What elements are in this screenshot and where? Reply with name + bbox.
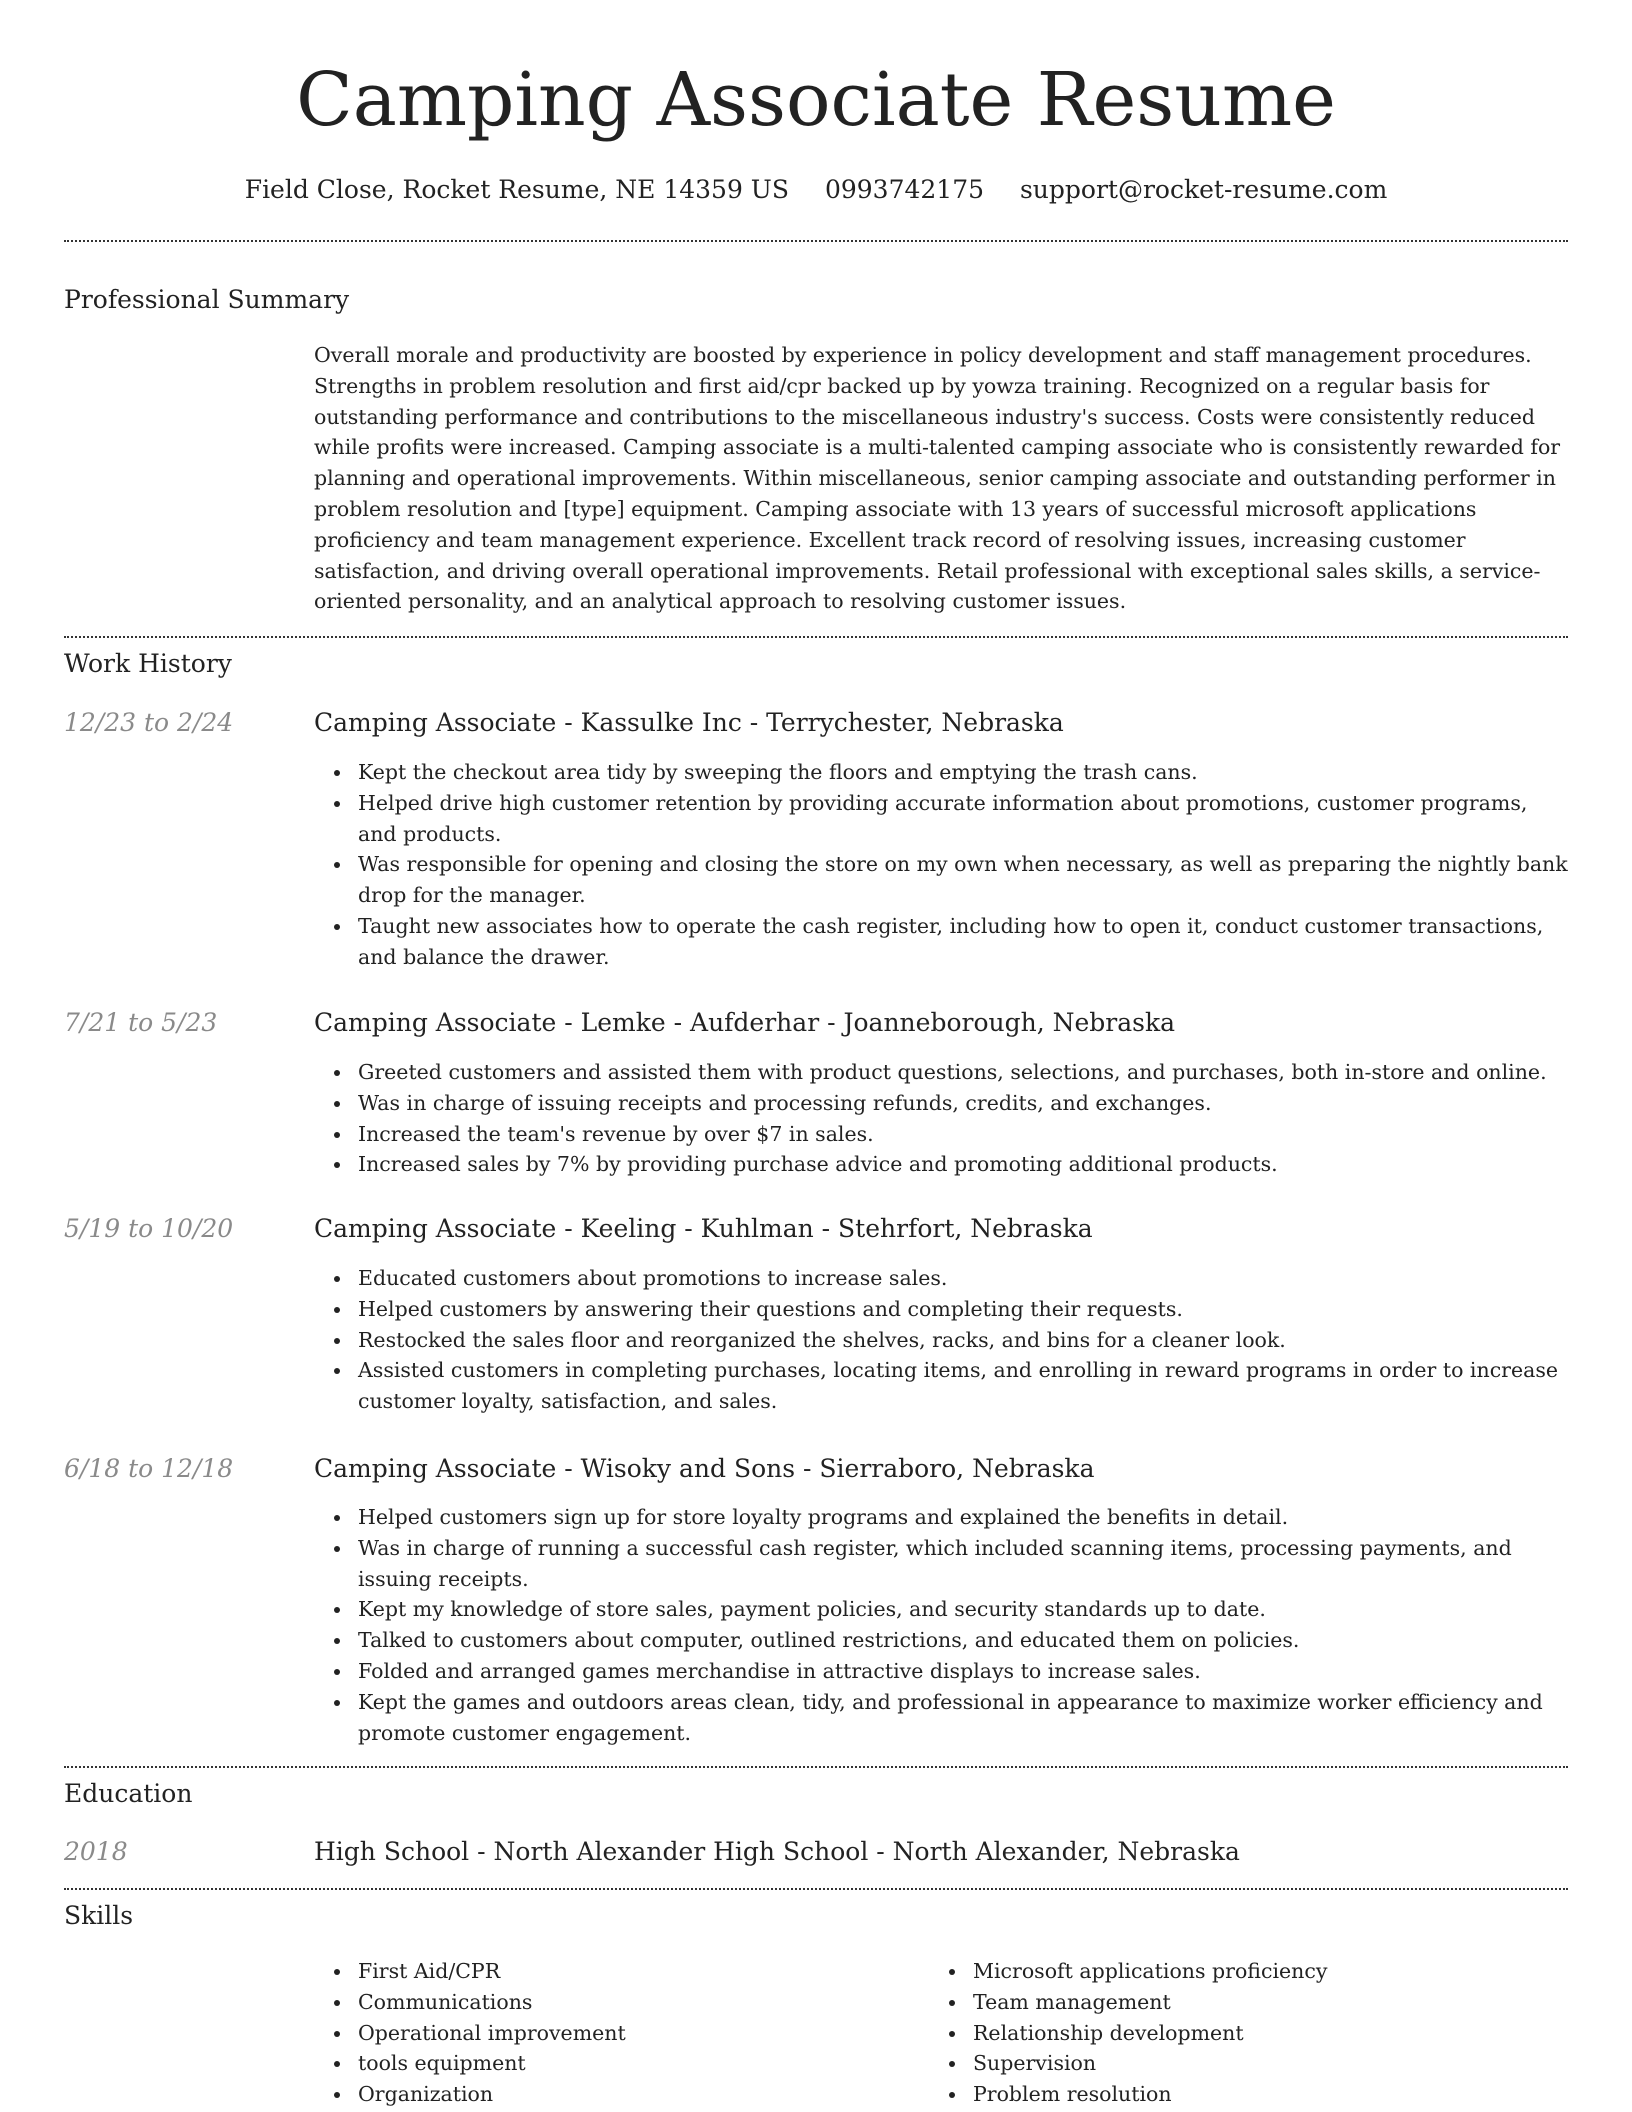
resume-page [64, 0, 1568, 2112]
list-item: Organization [358, 2079, 918, 2110]
job-3-dates: 5/19 to 10/20 [64, 1214, 234, 1243]
list-item: Team management [973, 1987, 1533, 2018]
list-item: Problem resolution [973, 2079, 1533, 2110]
job-4-title: Camping Associate - Wisoky and Sons - Sierraboro, Nebraska [314, 1454, 1095, 1483]
list-item: Educated customers about promotions to increase sales. [358, 1263, 1568, 1294]
list-item: Was responsible for opening and closing the store on my own when necessary, as well as preparing the nightly bank drop for the manager. [358, 849, 1568, 911]
list-item: Increased the team's revenue by over $7 in sales. [358, 1119, 1568, 1150]
list-item: Was in charge of running a successful cash register, which included scanning items, processing payments, and issuing receipts. [358, 1533, 1568, 1595]
list-item: Microsoft applications proficiency [973, 1956, 1533, 1987]
header-divider [64, 240, 1568, 242]
list-item: Helped customers by answering their questions and completing their requests. [358, 1294, 1568, 1325]
list-item: Talked to customers about computer, outlined restrictions, and educated them on policies. [358, 1625, 1568, 1656]
list-item: Supervision [973, 2048, 1533, 2079]
list-item: Taught new associates how to operate the cash register, including how to open it, conduct customer transactions, and balance the drawer. [358, 911, 1568, 973]
list-item: Kept my knowledge of store sales, payment policies, and security standards up to date. [358, 1594, 1568, 1625]
contact-line [64, 170, 1568, 210]
job-2-bullets [358, 1057, 1568, 1180]
list-item: Helped drive high customer retention by providing accurate information about promotions, customer programs, and products. [358, 788, 1568, 850]
job-2-dates: 7/21 to 5/23 [64, 1008, 218, 1037]
education-entry: High School - North Alexander High School - North Alexander, Nebraska [314, 1837, 1240, 1866]
list-item: Communications [358, 1987, 918, 2018]
skills-list-left [358, 1956, 918, 2110]
job-1-dates: 12/23 to 2/24 [64, 708, 234, 737]
education-heading: Education [64, 1779, 193, 1808]
job-1-bullets [358, 757, 1568, 973]
list-item: Kept the games and outdoors areas clean, tidy, and professional in appearance to maximize worker efficiency and promote customer engagement. [358, 1687, 1568, 1749]
education-year: 2018 [64, 1837, 128, 1866]
job-1-title: Camping Associate - Kassulke Inc - Terrychester, Nebraska [314, 708, 1064, 737]
list-item: Folded and arranged games merchandise in attractive displays to increase sales. [358, 1656, 1568, 1687]
job-4-bullets [358, 1502, 1568, 1748]
skills-list-right [973, 1956, 1533, 2110]
job-2-title: Camping Associate - Lemke - Aufderhar - Joanneborough, Nebraska [314, 1008, 1176, 1037]
list-item: Increased sales by 7% by providing purchase advice and promoting additional products. [358, 1149, 1568, 1180]
job-3-bullets [358, 1263, 1568, 1417]
skills-heading: Skills [64, 1901, 134, 1930]
work-divider [64, 1766, 1568, 1768]
summary-heading: Professional Summary [64, 285, 350, 314]
contact-phone: 0993742175 [824, 175, 985, 204]
summary-text: Overall morale and productivity are boosted by experience in policy development and staff management procedures. Strengths in problem resolution and first aid/cpr backed up by yowza training. Recognized on a regular basis for outstanding performance and contributions to the miscellaneous industry's success. Costs were consistently reduced while profits were increased. Camping associate is a multi-talented camping associate who is consistently rewarded for planning and operational improvements. Within miscellaneous, senior camping associate and outstanding performer in problem resolution and [type] equipment. Camping associate with 13 years of successful microsoft applications proficiency and team management experience. Excellent track record of resolving issues, increasing customer satisfaction, and driving overall operational improvements. Retail professional with exceptional sales skills, a service-oriented personality, and an analytical approach to resolving customer issues. [314, 343, 1561, 614]
list-item: Helped customers sign up for store loyalty programs and explained the benefits in detail. [358, 1502, 1568, 1533]
work-heading: Work History [64, 649, 232, 678]
list-item: tools equipment [358, 2048, 918, 2079]
resume-title: Camping Associate Resume [296, 57, 1336, 143]
list-item: Greeted customers and assisted them with product questions, selections, and purchases, both in-store and online. [358, 1057, 1568, 1088]
list-item: Was in charge of issuing receipts and processing refunds, credits, and exchanges. [358, 1088, 1568, 1119]
job-3-title: Camping Associate - Keeling - Kuhlman - Stehrfort, Nebraska [314, 1214, 1093, 1243]
list-item: Operational improvement [358, 2018, 918, 2049]
contact-email: support@rocket-resume.com [1019, 175, 1388, 204]
contact-address: Field Close, Rocket Resume, NE 14359 US [244, 175, 789, 204]
job-4-dates: 6/18 to 12/18 [64, 1454, 234, 1483]
list-item: Relationship development [973, 2018, 1533, 2049]
list-item: Kept the checkout area tidy by sweeping the floors and emptying the trash cans. [358, 757, 1568, 788]
list-item: First Aid/CPR [358, 1956, 918, 1987]
education-divider [64, 1888, 1568, 1890]
summary-divider [64, 636, 1568, 638]
list-item: Assisted customers in completing purchases, locating items, and enrolling in reward programs in order to increase customer loyalty, satisfaction, and sales. [358, 1355, 1568, 1417]
list-item: Restocked the sales floor and reorganized the shelves, racks, and bins for a cleaner look. [358, 1325, 1568, 1356]
